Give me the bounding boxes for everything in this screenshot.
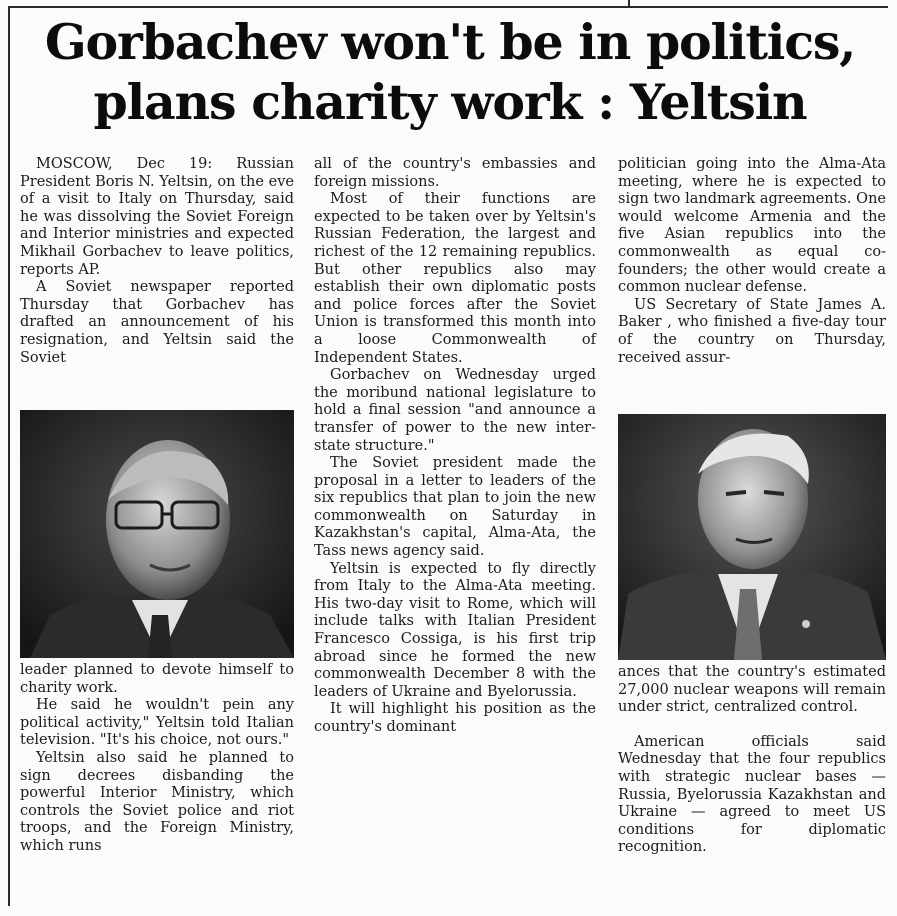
paragraph: The Soviet president made the proposal in a letter to leaders of the six republics that plan to join the new commonwealth on Saturday in Kazakhstan's capital, Alma-Ata, the Tass news agency said. [314,455,596,560]
paragraph: leader planned to devote himself to charity work. [20,662,294,696]
left-rule [8,6,10,906]
paragraph: all of the country's embassies and foreign missions. [314,156,596,190]
column-1-top [20,156,294,367]
baker-photo [618,414,886,660]
headline-line-1: Gorbachev won't be in politics, [44,13,856,71]
column-2 [314,156,596,737]
paragraph: A Soviet newspaper reported Thursday that Gorbachev has drafted an announcement of his resignation, and Yeltsin said the Soviet [20,279,294,366]
paragraph: American officials said Wednesday that the four republics with strategic nuclear bases — Russia, Byelorussia Kazakhstan and Ukraine — agreed to meet US conditions for diplomatic recognition. [618,733,886,856]
column-tick [628,0,630,7]
column-1-bottom [20,662,294,856]
paragraph: Gorbachev on Wednesday urged the moribund national legislature to hold a final session "and announce a transfer of power to the new inter-state structure." [314,367,596,454]
headline [14,12,886,132]
paragraph: politician going into the Alma-Ata meeting, where he is expected to sign two landmark agreements. One would welcome Armenia and the five Asian republics into the commonwealth as equal co-founders; the other would create a common nuclear defense. [618,156,886,296]
paragraph: It will highlight his position as the country's dominant [314,701,596,735]
paragraph: MOSCOW, Dec 19: Russian President Boris N. Yeltsin, on the eve of a visit to Italy on Thursday, said he was dissolving the Soviet Foreign and Interior ministries and expected Mikhail Gorbachev to leave politics, reports AP. [20,156,294,278]
column-3-bottom [618,664,886,857]
top-rule [8,6,888,8]
paragraph: US Secretary of State James A. Baker , who finished a five-day tour of the country on Thursday, received assur- [618,296,886,366]
paragraph: Most of their functions are expected to be taken over by Yeltsin's Russian Federation, the largest and richest of the 12 remaining republics. But other republics also may establish their own diplomatic posts and police forces after the Soviet Union is transformed this month into a loose Commonwealth of Independent States. [314,191,596,366]
paragraph: Yeltsin is expected to fly directly from Italy to the Alma-Ata meeting. His two-day visit to Rome, which will include talks with Italian President Francesco Cossiga, is his first trip abroad since he formed the new commonwealth December 8 with the leaders of Ukraine and Byelorussia. [314,560,596,700]
paragraph: ances that the country's estimated 27,000 nuclear weapons will remain under strict, centralized control. [618,664,886,716]
paragraph: Yeltsin also said he planned to sign decrees disbanding the powerful Interior Ministry, which controls the Soviet police and riot troops, and the Foreign Ministry, which runs [20,749,294,854]
paragraph: He said he wouldn't pein any political activity," Yeltsin told Italian television. "It's his choice, not ours." [20,697,294,749]
gorbachev-photo [20,410,294,658]
headline-line-2: plans charity work : Yeltsin [93,73,807,131]
paragraph-gap [618,717,886,734]
column-3-top [618,156,886,367]
